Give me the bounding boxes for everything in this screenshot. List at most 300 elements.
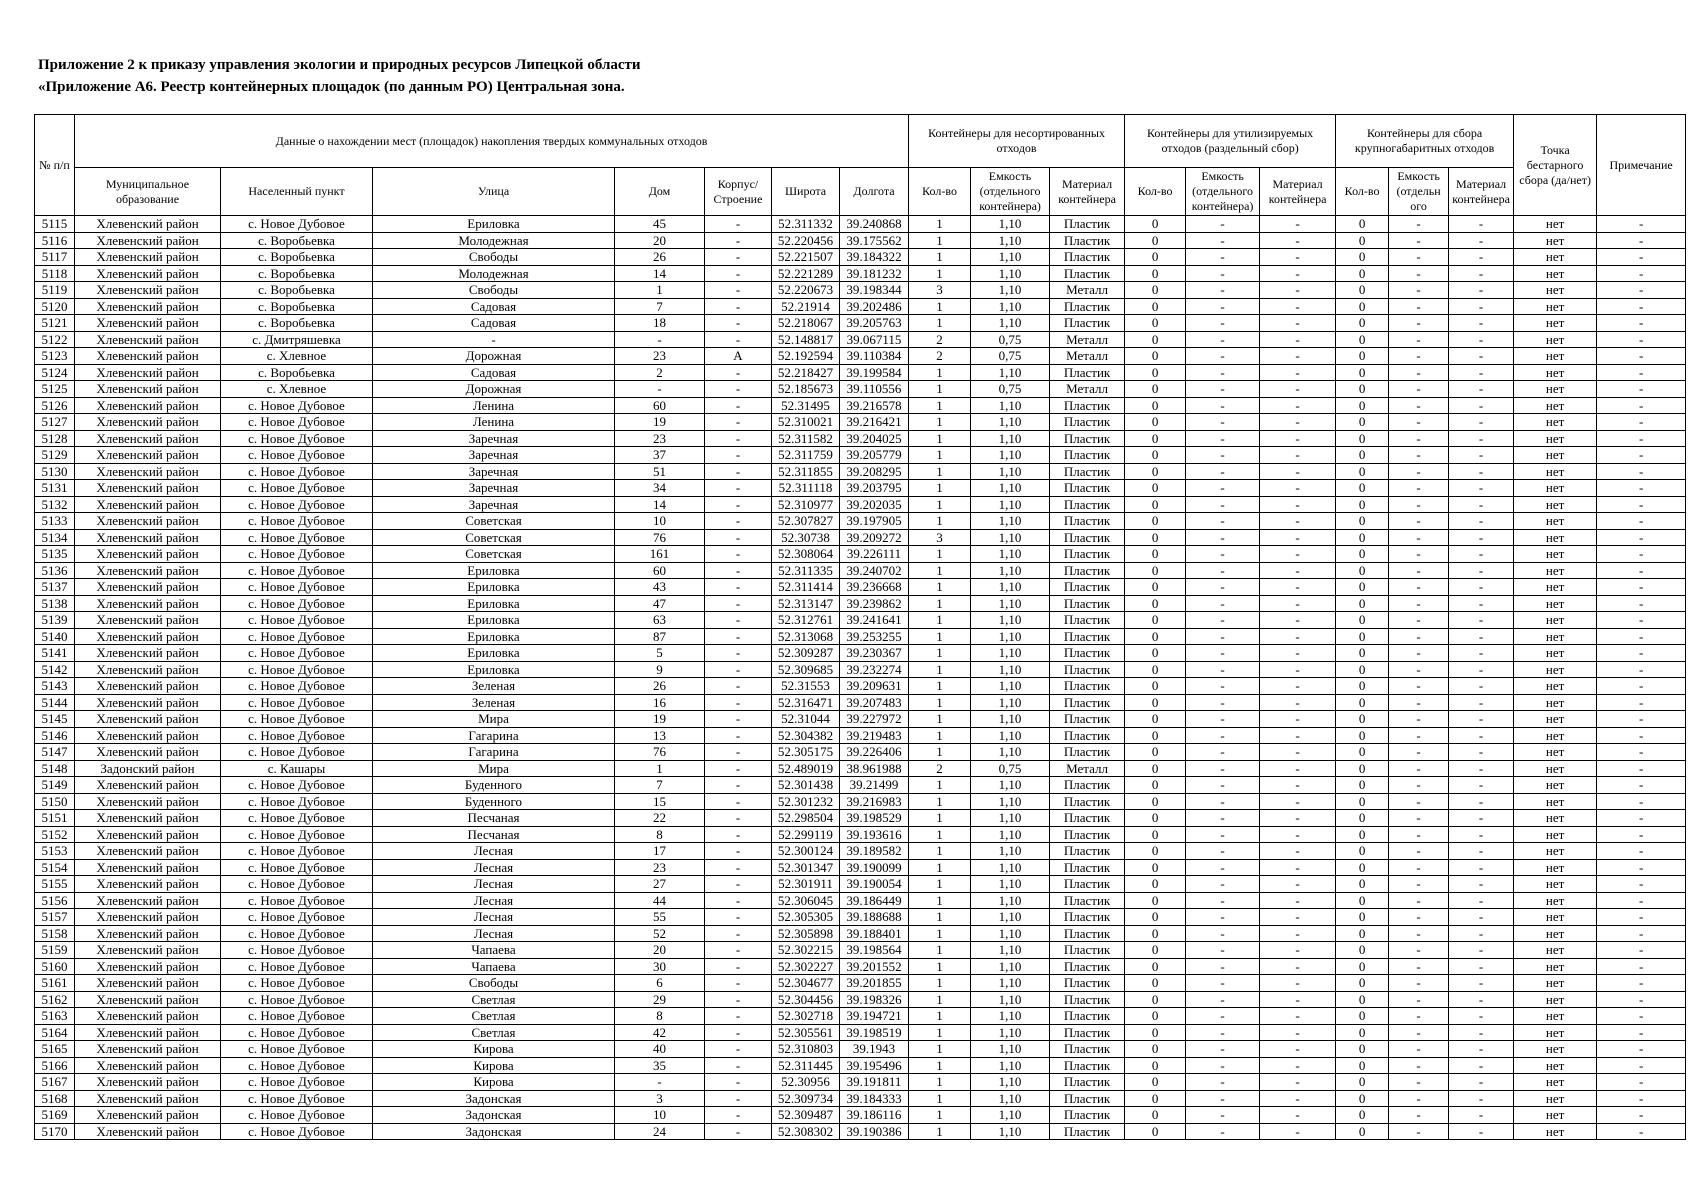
cell-building: - — [705, 1008, 772, 1025]
cell-note: - — [1597, 991, 1686, 1008]
cell-settlement: с. Новое Дубовое — [221, 397, 373, 414]
cell-bagless: нет — [1514, 480, 1597, 497]
cell-municipality: Хлевенский район — [75, 513, 221, 530]
cell-municipality: Хлевенский район — [75, 694, 221, 711]
table-row — [35, 1074, 1686, 1091]
cell-bagless: нет — [1514, 826, 1597, 843]
cell-count-3: 0 — [1336, 843, 1389, 860]
header-material-2: Материал контейнера — [1260, 168, 1336, 216]
cell-capacity-2: - — [1186, 348, 1260, 365]
cell-lat: 52.304382 — [772, 727, 840, 744]
cell-num: 5133 — [35, 513, 75, 530]
cell-material: Пластик — [1050, 777, 1125, 794]
cell-municipality: Хлевенский район — [75, 282, 221, 299]
cell-material-3: - — [1449, 562, 1514, 579]
table-row — [35, 249, 1686, 266]
cell-municipality: Хлевенский район — [75, 447, 221, 464]
cell-bagless: нет — [1514, 892, 1597, 909]
cell-num: 5167 — [35, 1074, 75, 1091]
cell-count-3: 0 — [1336, 711, 1389, 728]
cell-count-2: 0 — [1125, 496, 1186, 513]
cell-material-3: - — [1449, 628, 1514, 645]
cell-street: Свободы — [373, 249, 615, 266]
cell-settlement: с. Новое Дубовое — [221, 595, 373, 612]
cell-house: 30 — [615, 958, 705, 975]
cell-street: Кирова — [373, 1074, 615, 1091]
cell-house: 37 — [615, 447, 705, 464]
cell-count-3: 0 — [1336, 958, 1389, 975]
cell-capacity-3: - — [1389, 645, 1449, 662]
cell-material: Пластик — [1050, 1041, 1125, 1058]
cell-lat: 52.308064 — [772, 546, 840, 563]
cell-house: 76 — [615, 529, 705, 546]
cell-material-3: - — [1449, 694, 1514, 711]
cell-lat: 52.220456 — [772, 232, 840, 249]
cell-capacity: 1,10 — [971, 364, 1050, 381]
cell-capacity: 1,10 — [971, 826, 1050, 843]
cell-bagless: нет — [1514, 942, 1597, 959]
cell-lat: 52.313068 — [772, 628, 840, 645]
cell-capacity: 1,10 — [971, 694, 1050, 711]
cell-count: 1 — [909, 843, 971, 860]
cell-note: - — [1597, 645, 1686, 662]
cell-house: 9 — [615, 661, 705, 678]
cell-material-3: - — [1449, 298, 1514, 315]
cell-building: - — [705, 991, 772, 1008]
cell-count-2: 0 — [1125, 876, 1186, 893]
cell-count-3: 0 — [1336, 793, 1389, 810]
cell-capacity-3: - — [1389, 1057, 1449, 1074]
cell-lat: 52.185673 — [772, 381, 840, 398]
table-row — [35, 496, 1686, 513]
cell-material-2: - — [1260, 232, 1336, 249]
cell-street: Ериловка — [373, 645, 615, 662]
cell-street: Кирова — [373, 1057, 615, 1074]
cell-settlement: с. Дмитряшевка — [221, 331, 373, 348]
cell-material: Пластик — [1050, 232, 1125, 249]
cell-settlement: с. Новое Дубовое — [221, 859, 373, 876]
cell-house: 6 — [615, 975, 705, 992]
cell-num: 5146 — [35, 727, 75, 744]
cell-count: 1 — [909, 744, 971, 761]
cell-capacity-3: - — [1389, 694, 1449, 711]
cell-bagless: нет — [1514, 430, 1597, 447]
cell-bagless: нет — [1514, 843, 1597, 860]
cell-lat: 52.309685 — [772, 661, 840, 678]
cell-capacity-3: - — [1389, 1024, 1449, 1041]
cell-lat: 52.309287 — [772, 645, 840, 662]
cell-settlement: с. Воробьевка — [221, 282, 373, 299]
cell-capacity-3: - — [1389, 859, 1449, 876]
cell-capacity-3: - — [1389, 744, 1449, 761]
cell-street: Задонская — [373, 1123, 615, 1140]
cell-street: Мира — [373, 711, 615, 728]
cell-note: - — [1597, 348, 1686, 365]
cell-count-2: 0 — [1125, 529, 1186, 546]
cell-capacity-2: - — [1186, 282, 1260, 299]
cell-material-3: - — [1449, 1107, 1514, 1124]
cell-num: 5138 — [35, 595, 75, 612]
cell-house: 14 — [615, 265, 705, 282]
cell-note: - — [1597, 975, 1686, 992]
cell-lon: 39.230367 — [840, 645, 909, 662]
table-row — [35, 414, 1686, 431]
cell-bagless: нет — [1514, 381, 1597, 398]
cell-building: - — [705, 249, 772, 266]
cell-house: 47 — [615, 595, 705, 612]
cell-bagless: нет — [1514, 925, 1597, 942]
cell-capacity-3: - — [1389, 397, 1449, 414]
cell-settlement: с. Новое Дубовое — [221, 463, 373, 480]
cell-num: 5168 — [35, 1090, 75, 1107]
cell-material-3: - — [1449, 348, 1514, 365]
cell-bagless: нет — [1514, 315, 1597, 332]
cell-municipality: Хлевенский район — [75, 1123, 221, 1140]
cell-num: 5124 — [35, 364, 75, 381]
cell-building: - — [705, 414, 772, 431]
cell-material-2: - — [1260, 645, 1336, 662]
cell-num: 5135 — [35, 546, 75, 563]
cell-material-3: - — [1449, 265, 1514, 282]
cell-material-2: - — [1260, 925, 1336, 942]
cell-num: 5165 — [35, 1041, 75, 1058]
cell-capacity: 1,10 — [971, 1107, 1050, 1124]
cell-capacity: 1,10 — [971, 1074, 1050, 1091]
cell-note: - — [1597, 661, 1686, 678]
cell-bagless: нет — [1514, 216, 1597, 233]
cell-count-3: 0 — [1336, 463, 1389, 480]
cell-municipality: Хлевенский район — [75, 529, 221, 546]
cell-capacity-2: - — [1186, 661, 1260, 678]
cell-street: Ериловка — [373, 595, 615, 612]
cell-lon: 39.190054 — [840, 876, 909, 893]
cell-material: Пластик — [1050, 661, 1125, 678]
cell-capacity-2: - — [1186, 331, 1260, 348]
cell-count-2: 0 — [1125, 1107, 1186, 1124]
cell-lat: 52.298504 — [772, 810, 840, 827]
cell-count-3: 0 — [1336, 480, 1389, 497]
cell-material: Пластик — [1050, 843, 1125, 860]
cell-street: Ериловка — [373, 661, 615, 678]
cell-count-2: 0 — [1125, 727, 1186, 744]
table-row — [35, 826, 1686, 843]
table-row — [35, 925, 1686, 942]
table-row — [35, 1008, 1686, 1025]
cell-building: - — [705, 793, 772, 810]
cell-count: 1 — [909, 661, 971, 678]
cell-material-2: - — [1260, 546, 1336, 563]
table-row — [35, 529, 1686, 546]
cell-municipality: Хлевенский район — [75, 1057, 221, 1074]
cell-capacity-3: - — [1389, 1074, 1449, 1091]
cell-lon: 39.186449 — [840, 892, 909, 909]
cell-street: Ериловка — [373, 216, 615, 233]
cell-note: - — [1597, 727, 1686, 744]
cell-count: 1 — [909, 381, 971, 398]
cell-capacity-3: - — [1389, 546, 1449, 563]
cell-material: Пластик — [1050, 892, 1125, 909]
cell-num: 5132 — [35, 496, 75, 513]
cell-building: - — [705, 463, 772, 480]
header-house: Дом — [615, 168, 705, 216]
cell-capacity-3: - — [1389, 216, 1449, 233]
cell-material-2: - — [1260, 711, 1336, 728]
cell-settlement: с. Новое Дубовое — [221, 744, 373, 761]
cell-num: 5157 — [35, 909, 75, 926]
cell-capacity-3: - — [1389, 892, 1449, 909]
cell-material-3: - — [1449, 843, 1514, 860]
cell-count-2: 0 — [1125, 463, 1186, 480]
cell-material-3: - — [1449, 480, 1514, 497]
cell-material-3: - — [1449, 1008, 1514, 1025]
cell-material-3: - — [1449, 496, 1514, 513]
header-bulky-group: Контейнеры для сбора крупногабаритных отходов — [1336, 115, 1514, 168]
cell-count-3: 0 — [1336, 381, 1389, 398]
cell-bagless: нет — [1514, 810, 1597, 827]
cell-note: - — [1597, 216, 1686, 233]
cell-count-2: 0 — [1125, 414, 1186, 431]
cell-capacity: 1,10 — [971, 711, 1050, 728]
cell-municipality: Хлевенский район — [75, 876, 221, 893]
cell-material-3: - — [1449, 579, 1514, 596]
cell-municipality: Задонский район — [75, 760, 221, 777]
cell-building: - — [705, 711, 772, 728]
cell-count-2: 0 — [1125, 909, 1186, 926]
cell-bagless: нет — [1514, 760, 1597, 777]
cell-building: - — [705, 364, 772, 381]
cell-material: Пластик — [1050, 216, 1125, 233]
cell-count: 1 — [909, 562, 971, 579]
cell-num: 5121 — [35, 315, 75, 332]
table-row — [35, 645, 1686, 662]
cell-lat: 52.311335 — [772, 562, 840, 579]
cell-bagless: нет — [1514, 348, 1597, 365]
table-row — [35, 810, 1686, 827]
cell-house: 26 — [615, 249, 705, 266]
cell-house: 51 — [615, 463, 705, 480]
table-row — [35, 843, 1686, 860]
cell-material-3: - — [1449, 925, 1514, 942]
cell-capacity-3: - — [1389, 1107, 1449, 1124]
cell-municipality: Хлевенский район — [75, 216, 221, 233]
cell-count: 1 — [909, 777, 971, 794]
cell-capacity-2: - — [1186, 942, 1260, 959]
cell-house: 24 — [615, 1123, 705, 1140]
table-row — [35, 760, 1686, 777]
cell-capacity: 1,10 — [971, 1057, 1050, 1074]
cell-capacity-2: - — [1186, 760, 1260, 777]
cell-municipality: Хлевенский район — [75, 298, 221, 315]
cell-building: - — [705, 628, 772, 645]
cell-count-2: 0 — [1125, 942, 1186, 959]
cell-note: - — [1597, 1074, 1686, 1091]
table-row — [35, 1057, 1686, 1074]
cell-bagless: нет — [1514, 249, 1597, 266]
cell-count: 1 — [909, 628, 971, 645]
cell-count: 2 — [909, 760, 971, 777]
cell-material-3: - — [1449, 777, 1514, 794]
cell-note: - — [1597, 793, 1686, 810]
cell-count-2: 0 — [1125, 282, 1186, 299]
cell-capacity-3: - — [1389, 414, 1449, 431]
cell-bagless: нет — [1514, 232, 1597, 249]
cell-building: - — [705, 777, 772, 794]
cell-capacity-2: - — [1186, 216, 1260, 233]
document-title — [38, 54, 641, 98]
cell-capacity-3: - — [1389, 711, 1449, 728]
cell-material-3: - — [1449, 430, 1514, 447]
cell-count-3: 0 — [1336, 298, 1389, 315]
cell-count: 1 — [909, 711, 971, 728]
cell-house: 20 — [615, 942, 705, 959]
cell-bagless: нет — [1514, 975, 1597, 992]
cell-note: - — [1597, 925, 1686, 942]
cell-bagless: нет — [1514, 447, 1597, 464]
cell-count-3: 0 — [1336, 1008, 1389, 1025]
cell-capacity-2: - — [1186, 909, 1260, 926]
cell-count-3: 0 — [1336, 645, 1389, 662]
cell-capacity-2: - — [1186, 546, 1260, 563]
cell-material: Пластик — [1050, 562, 1125, 579]
cell-material-2: - — [1260, 364, 1336, 381]
cell-capacity: 1,10 — [971, 480, 1050, 497]
cell-material: Пластик — [1050, 1008, 1125, 1025]
cell-note: - — [1597, 678, 1686, 695]
cell-material-3: - — [1449, 546, 1514, 563]
cell-count: 1 — [909, 727, 971, 744]
header-bagless: Точка бестарного сбора (да/нет) — [1514, 115, 1597, 216]
cell-material: Пластик — [1050, 810, 1125, 827]
cell-house: 7 — [615, 298, 705, 315]
cell-settlement: с. Новое Дубовое — [221, 1107, 373, 1124]
cell-material: Пластик — [1050, 826, 1125, 843]
cell-municipality: Хлевенский район — [75, 892, 221, 909]
cell-capacity: 1,10 — [971, 1123, 1050, 1140]
cell-street: Лесная — [373, 925, 615, 942]
cell-material-2: - — [1260, 397, 1336, 414]
table-row — [35, 282, 1686, 299]
cell-capacity: 1,10 — [971, 529, 1050, 546]
cell-capacity: 1,10 — [971, 843, 1050, 860]
cell-lon: 39.209631 — [840, 678, 909, 695]
cell-count: 1 — [909, 678, 971, 695]
cell-lat: 52.302718 — [772, 1008, 840, 1025]
cell-capacity-3: - — [1389, 678, 1449, 695]
cell-material-3: - — [1449, 859, 1514, 876]
cell-note: - — [1597, 529, 1686, 546]
cell-street: Буденного — [373, 793, 615, 810]
cell-capacity: 1,10 — [971, 744, 1050, 761]
cell-capacity-2: - — [1186, 843, 1260, 860]
cell-material-3: - — [1449, 975, 1514, 992]
cell-count: 1 — [909, 430, 971, 447]
cell-municipality: Хлевенский район — [75, 744, 221, 761]
cell-capacity: 1,10 — [971, 810, 1050, 827]
cell-capacity: 1,10 — [971, 991, 1050, 1008]
cell-count-3: 0 — [1336, 529, 1389, 546]
cell-capacity-3: - — [1389, 298, 1449, 315]
cell-house: 63 — [615, 612, 705, 629]
cell-house: 10 — [615, 513, 705, 530]
cell-lat: 52.305898 — [772, 925, 840, 942]
cell-lon: 39.067115 — [840, 331, 909, 348]
cell-count-2: 0 — [1125, 1090, 1186, 1107]
cell-capacity-2: - — [1186, 694, 1260, 711]
cell-building: - — [705, 315, 772, 332]
cell-capacity-2: - — [1186, 876, 1260, 893]
cell-settlement: с. Новое Дубовое — [221, 216, 373, 233]
cell-street: Мира — [373, 760, 615, 777]
cell-lon: 39.190386 — [840, 1123, 909, 1140]
table-row — [35, 777, 1686, 794]
cell-material-2: - — [1260, 661, 1336, 678]
cell-lat: 52.218067 — [772, 315, 840, 332]
cell-municipality: Хлевенский район — [75, 397, 221, 414]
cell-count: 1 — [909, 909, 971, 926]
cell-lat: 52.308302 — [772, 1123, 840, 1140]
cell-house: 8 — [615, 1008, 705, 1025]
cell-capacity-3: - — [1389, 430, 1449, 447]
cell-bagless: нет — [1514, 463, 1597, 480]
cell-note: - — [1597, 546, 1686, 563]
cell-settlement: с. Новое Дубовое — [221, 925, 373, 942]
cell-lat: 52.311414 — [772, 579, 840, 596]
cell-count-2: 0 — [1125, 744, 1186, 761]
cell-material-2: - — [1260, 579, 1336, 596]
cell-building: - — [705, 760, 772, 777]
cell-lon: 39.240702 — [840, 562, 909, 579]
table-row — [35, 1024, 1686, 1041]
cell-capacity: 1,10 — [971, 777, 1050, 794]
cell-capacity: 1,10 — [971, 1008, 1050, 1025]
cell-lat: 52.306045 — [772, 892, 840, 909]
cell-capacity: 1,10 — [971, 216, 1050, 233]
cell-settlement: с. Новое Дубовое — [221, 876, 373, 893]
cell-count-2: 0 — [1125, 777, 1186, 794]
cell-settlement: с. Новое Дубовое — [221, 628, 373, 645]
cell-material-2: - — [1260, 826, 1336, 843]
cell-material: Пластик — [1050, 546, 1125, 563]
cell-material-2: - — [1260, 760, 1336, 777]
cell-lon: 39.209272 — [840, 529, 909, 546]
cell-lon: 39.186116 — [840, 1107, 909, 1124]
cell-bagless: нет — [1514, 414, 1597, 431]
cell-count: 1 — [909, 826, 971, 843]
cell-count-3: 0 — [1336, 562, 1389, 579]
cell-material-2: - — [1260, 859, 1336, 876]
cell-count: 1 — [909, 364, 971, 381]
cell-settlement: с. Воробьевка — [221, 364, 373, 381]
cell-municipality: Хлевенский район — [75, 942, 221, 959]
cell-bagless: нет — [1514, 744, 1597, 761]
cell-municipality: Хлевенский район — [75, 579, 221, 596]
cell-capacity: 1,10 — [971, 859, 1050, 876]
cell-settlement: с. Новое Дубовое — [221, 777, 373, 794]
cell-house: 13 — [615, 727, 705, 744]
cell-num: 5117 — [35, 249, 75, 266]
cell-capacity-3: - — [1389, 282, 1449, 299]
cell-settlement: с. Новое Дубовое — [221, 694, 373, 711]
cell-capacity-2: - — [1186, 579, 1260, 596]
cell-material-3: - — [1449, 414, 1514, 431]
cell-capacity-3: - — [1389, 843, 1449, 860]
cell-count-2: 0 — [1125, 628, 1186, 645]
cell-material-2: - — [1260, 562, 1336, 579]
cell-house: 76 — [615, 744, 705, 761]
cell-building: - — [705, 216, 772, 233]
cell-capacity: 1,10 — [971, 975, 1050, 992]
cell-material: Пластик — [1050, 1024, 1125, 1041]
